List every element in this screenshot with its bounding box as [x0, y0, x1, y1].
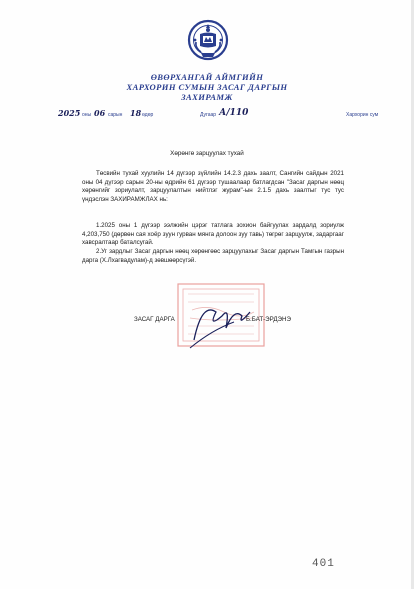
- date-day: 18: [130, 108, 142, 118]
- date-month: 06: [94, 108, 106, 118]
- signatory-position: ЗАСАГ ДАРГА: [134, 316, 175, 323]
- org-name-line2: ХАРХОРИН СУМЫН ЗАСАГ ДАРГЫН: [126, 82, 288, 92]
- date-year: 2025: [58, 108, 81, 118]
- document-title: Хөрөнгө зарцуулах тухай: [170, 150, 244, 157]
- state-emblem-icon: [187, 18, 229, 62]
- paragraph-preamble: Төсвийн тухай хуулийн 14 дүгээр зүйлийн 14.2.3 дахь заалт, Сангийн сайдын 2021 оны 04 дүгээр сарын 20-ны өдрийн 61 дүгээр тушаалаар батлагдсан "Засаг даргын нөөц хөрөнгийг зориулалт, зарцуулалтын нийтлэг журам"-ын 2.1.5 дахь заалтыг тус тус үндэслэн ЗАХИРАМЖЛАХ нь:: [82, 170, 344, 203]
- date-year-suffix: оны: [82, 112, 92, 118]
- signatory-name: Б.БАТ-ЭРДЭНЭ: [246, 316, 291, 323]
- stamp-number: 401: [312, 558, 335, 570]
- date-day-suffix: өдөр: [142, 112, 154, 118]
- place-name: Хархорин сум: [346, 112, 379, 118]
- paragraph-clause-2: 2.Уг зардлыг Засаг даргын нөөц хөрөнгөөс зарцуулахыг Засаг даргын Тамгын газрын дарга (Х.Лхагвадулам)-д зөвшөөрсүгэй.: [82, 248, 344, 264]
- number-label: Дугаар: [200, 112, 217, 118]
- document-number: А/110: [219, 108, 249, 118]
- org-name-line1: ӨВӨРХАНГАЙ АЙМГИЙН: [150, 72, 264, 82]
- paragraph-clause-1: 1.2025 оны 1 дүгээр ээлжийн цэрэг татлага зохион байгуулах зардалд зориулж 4,203,750 (дөрвөн сая хоёр зуун гурван мянга долоон зуу тавь) төгрөг зарцуулж, задаргааг хавсралтаар баталсугай.: [82, 222, 344, 247]
- document-type: ЗАХИРАМЖ: [181, 92, 233, 102]
- date-month-suffix: сарын: [108, 112, 123, 118]
